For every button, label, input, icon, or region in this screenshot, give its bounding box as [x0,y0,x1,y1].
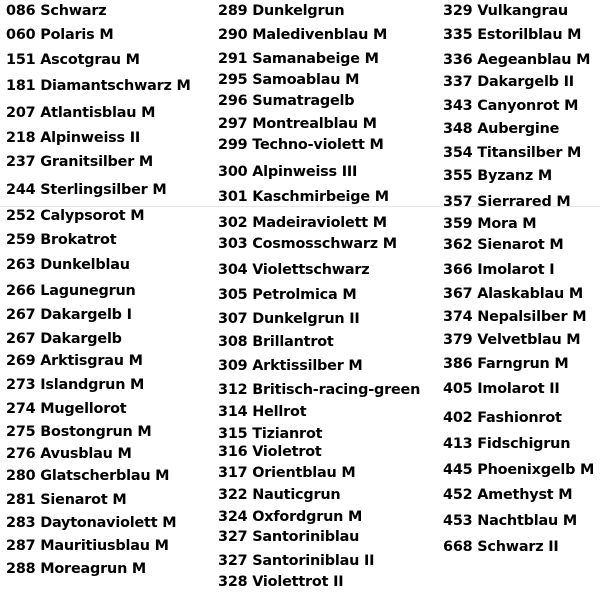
color-code-entry: 308 Brillantrot [218,334,334,350]
color-code-entry: 244 Sterlingsilber M [6,182,167,198]
color-code-entry: 252 Calypsorot M [6,208,145,224]
color-code-entry: 207 Atlantisblau M [6,105,156,121]
color-code-entry: 299 Techno-violett M [218,137,384,153]
color-code-entry: 266 Lagunegrun [6,283,136,299]
color-code-entry: 267 Dakargelb I [6,307,132,323]
color-code-entry: 445 Phoenixgelb M [443,462,595,478]
color-code-entry: 304 Violettschwarz [218,262,370,278]
color-code-entry: 413 Fidschigrun [443,436,571,452]
color-code-entry: 307 Dunkelgrun II [218,311,360,327]
color-code-entry: 303 Cosmosschwarz M [218,236,397,252]
color-code-entry: 283 Daytonaviolett M [6,515,177,531]
color-code-entry: 315 Tizianrot [218,426,323,442]
color-code-entry: 312 Britisch-racing-green [218,382,421,398]
color-code-entry: 452 Amethyst M [443,487,573,503]
color-code-entry: 453 Nachtblau M [443,513,577,529]
color-code-entry: 309 Arktissilber M [218,358,363,374]
color-code-entry: 374 Nepalsilber M [443,309,587,325]
color-code-entry: 335 Estorilblau M [443,27,582,43]
color-code-entry: 259 Brokatrot [6,232,117,248]
color-code-entry: 405 Imolarot II [443,381,560,397]
color-code-entry: 316 Violetrot [218,444,322,460]
color-code-entry: 151 Ascotgrau M [6,52,140,68]
color-code-entry: 336 Aegeanblau M [443,52,591,68]
color-code-entry: 367 Alaskablau M [443,286,583,302]
color-code-entry: 290 Maledivenblau M [218,27,388,43]
color-code-entry: 317 Orientblau M [218,465,356,481]
color-code-entry: 314 Hellrot [218,404,307,420]
color-code-column-2 [218,0,423,599]
clipped-entry-wrap [443,194,571,208]
color-code-entry: 357 Sierrared M [443,194,571,208]
color-code-entry: 296 Sumatragelb [218,93,355,109]
color-code-entry: 359 Mora M [443,216,537,232]
color-code-entry: 060 Polaris M [6,27,114,43]
color-code-entry: 343 Canyonrot M [443,98,579,114]
color-code-entry: 237 Granitsilber M [6,154,154,170]
color-code-entry: 218 Alpinweiss II [6,130,141,146]
color-code-entry: 305 Petrolmica M [218,287,357,303]
color-code-entry: 289 Dunkelgrun [218,3,345,19]
color-code-entry: 287 Mauritiusblau M [6,538,169,554]
color-code-entry: 281 Sienarot M [6,492,127,508]
color-code-entry: 276 Avusblau M [6,446,132,462]
color-code-entry: 288 Moreagrun M [6,561,147,577]
color-code-entry: 327 Santoriniblau II [218,553,375,569]
color-code-entry: 322 Nauticgrun [218,487,341,503]
color-code-entry: 354 Titansilber M [443,145,582,161]
color-code-entry: 328 Violettrot II [218,574,344,590]
color-code-entry: 379 Velvetblau M [443,332,581,348]
color-code-entry: 668 Schwarz II [443,539,559,555]
color-code-entry: 402 Fashionrot [443,410,562,426]
color-code-entry: 297 Montrealblau M [218,116,377,132]
color-code-entry: 366 Imolarot I [443,262,555,278]
color-code-entry: 300 Alpinweiss III [218,164,358,180]
color-code-entry: 324 Oxfordgrun M [218,509,363,525]
color-code-entry: 301 Kaschmirbeige M [218,189,389,205]
color-code-entry: 280 Glatscherblau M [6,468,170,484]
color-code-column-3 [443,0,600,599]
color-code-entry: 348 Aubergine [443,121,560,137]
color-code-entry: 269 Arktisgrau M [6,353,143,369]
color-code-entry: 386 Farngrun M [443,356,569,372]
color-code-entry: 337 Dakargelb II [443,74,574,90]
color-code-entry: 295 Samoablau M [218,72,360,88]
color-code-entry: 362 Sienarot M [443,237,564,253]
color-code-entry: 275 Bostongrun M [6,424,152,440]
color-code-entry: 263 Dunkelblau [6,257,130,273]
color-code-entry: 274 Mugellorot [6,401,127,417]
color-code-entry: 355 Byzanz M [443,168,553,184]
color-code-entry: 267 Dakargelb [6,331,122,347]
color-code-entry: 273 Islandgrun M [6,377,145,393]
color-code-entry: 086 Schwarz [6,3,107,19]
color-code-entry: 291 Samanabeige M [218,51,379,67]
color-code-column-1 [6,0,211,599]
color-code-entry: 181 Diamantschwarz M [6,78,191,94]
color-code-entry: 327 Santoriniblau [218,529,360,545]
color-code-entry: 329 Vulkangrau [443,3,568,19]
color-code-entry: 302 Madeiraviolett M [218,215,387,231]
